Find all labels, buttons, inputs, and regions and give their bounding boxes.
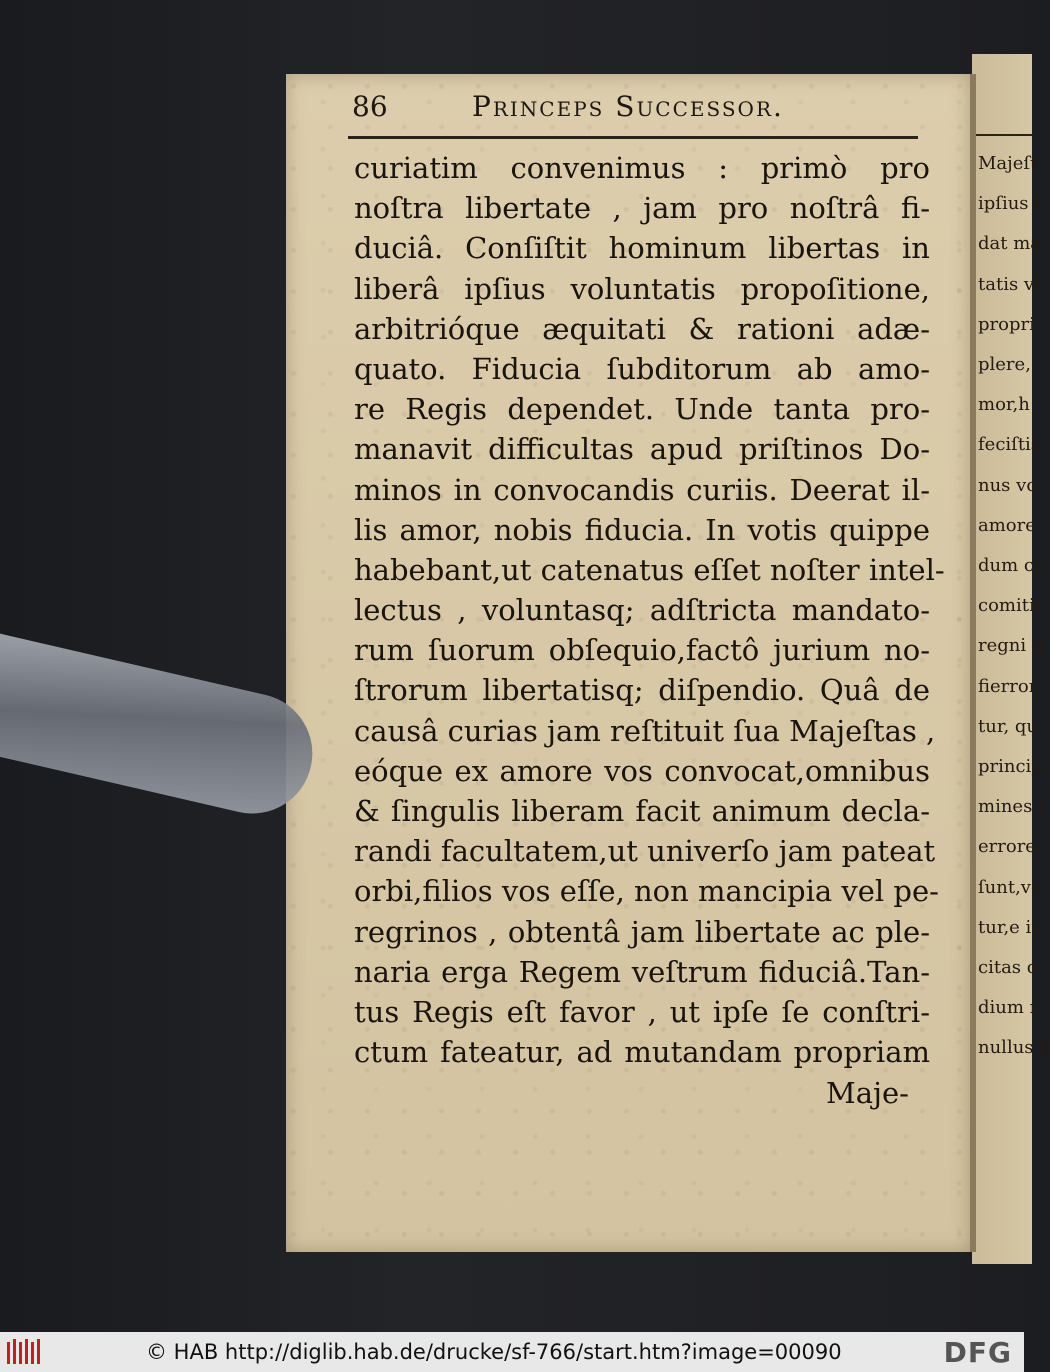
text-line: re Regis dependet. Unde tanta pro-	[354, 392, 930, 427]
next-page-line: errores	[978, 836, 1046, 858]
next-page-line: feciſtis	[978, 434, 1041, 456]
next-page-line: dat ma	[978, 233, 1042, 255]
next-page-line: mor,h	[978, 394, 1030, 416]
footer-bar	[0, 1332, 1024, 1372]
dfg-logo: DFG	[943, 1336, 1012, 1369]
text-line: minos in convocandis curiis. Deerat il-	[354, 472, 930, 507]
body-text	[354, 148, 945, 1072]
catchword: Maje-	[826, 1076, 909, 1110]
text-line: orbi,filios vos eſſe, non mancipia vel pe-	[354, 874, 939, 909]
running-title: Princeps Successor.	[472, 90, 784, 123]
text-line: duciâ. Conſiſtit hominum libertas in	[354, 231, 930, 266]
text-line: arbitrióque æquitati & rationi adæ-	[354, 311, 930, 346]
text-line: curiatim convenimus : primò pro	[354, 151, 930, 185]
running-head	[352, 90, 912, 134]
text-line: habebant,ut catenatus eſſet noſter intel-	[354, 552, 945, 587]
page-number: 86	[352, 90, 388, 123]
page-holder-spatula	[0, 628, 324, 826]
next-page-line: comitii	[978, 595, 1041, 617]
hab-logo-icon	[6, 1338, 44, 1366]
next-page-line: amore	[978, 514, 1036, 536]
text-line: randi facultatem,ut univerſo jam pateat	[354, 834, 936, 869]
book-page	[286, 74, 976, 1252]
text-line: quato. Fiducia ſubditorum ab amo-	[354, 351, 930, 386]
next-page-line: dium n	[978, 997, 1042, 1019]
next-page-line: tur, qu	[978, 715, 1039, 737]
copyright-credit: © HAB http://diglib.hab.de/drucke/sf-766/start.htm?image=00090	[146, 1340, 842, 1364]
text-line: causâ curias jam reſtituit ſua Majeſtas ,	[354, 713, 936, 748]
next-page-line: tur,e in	[978, 916, 1043, 938]
next-page-head	[972, 54, 1032, 136]
next-page-line: tatis ve	[978, 273, 1045, 295]
text-line: ſtrorum libertatisq; diſpendio. Quâ de	[354, 673, 930, 708]
next-page-line: nullus a	[978, 1037, 1050, 1059]
text-line: noſtra libertate , jam pro noſtrâ fi-	[354, 191, 930, 226]
head-rule	[348, 136, 918, 139]
next-page-line: propri	[978, 313, 1035, 335]
next-page-line: plere,	[978, 354, 1031, 376]
text-line: lectus , voluntasq; adſtricta mandato-	[354, 593, 930, 628]
text-line: regrinos , obtentâ jam libertate ac ple-	[354, 914, 930, 949]
next-page-line: ſunt,ve	[978, 876, 1042, 898]
next-page-line: Majeſt	[978, 153, 1038, 174]
text-line: lis amor, nobis fiducia. In votis quippe	[354, 512, 930, 547]
text-line: rum ſuorum obſequio,factô jurium no-	[354, 633, 930, 668]
next-page-line: regni d	[978, 635, 1044, 657]
text-line: liberâ ipſius voluntatis propoſitione,	[354, 271, 930, 306]
next-page-line: princip	[978, 756, 1043, 778]
text-line: tus Regis eſt favor , ut ipſe ſe conſtri-	[354, 994, 930, 1029]
next-page-text	[972, 144, 1050, 1069]
text-line: naria erga Regem veſtrum fiduciâ.Tan-	[354, 954, 930, 989]
next-page-edge	[972, 54, 1050, 1264]
text-line: eóque ex amore vos convocat,omnibus	[354, 753, 930, 788]
next-page-line: nus vo	[978, 474, 1038, 496]
text-line: ctum fateatur, ad mutandam propriam	[354, 1035, 930, 1070]
next-page-line: citas o	[978, 957, 1038, 979]
next-page-line: fierror	[978, 675, 1038, 697]
text-line: & ſingulis liberam facit animum decla-	[354, 794, 930, 828]
next-page-line: ipſius e	[978, 193, 1045, 215]
next-page-line: dum co	[978, 555, 1045, 577]
next-page-line: mines i	[978, 796, 1044, 818]
text-line: manavit difficultas apud priſtinos Do-	[354, 432, 930, 467]
